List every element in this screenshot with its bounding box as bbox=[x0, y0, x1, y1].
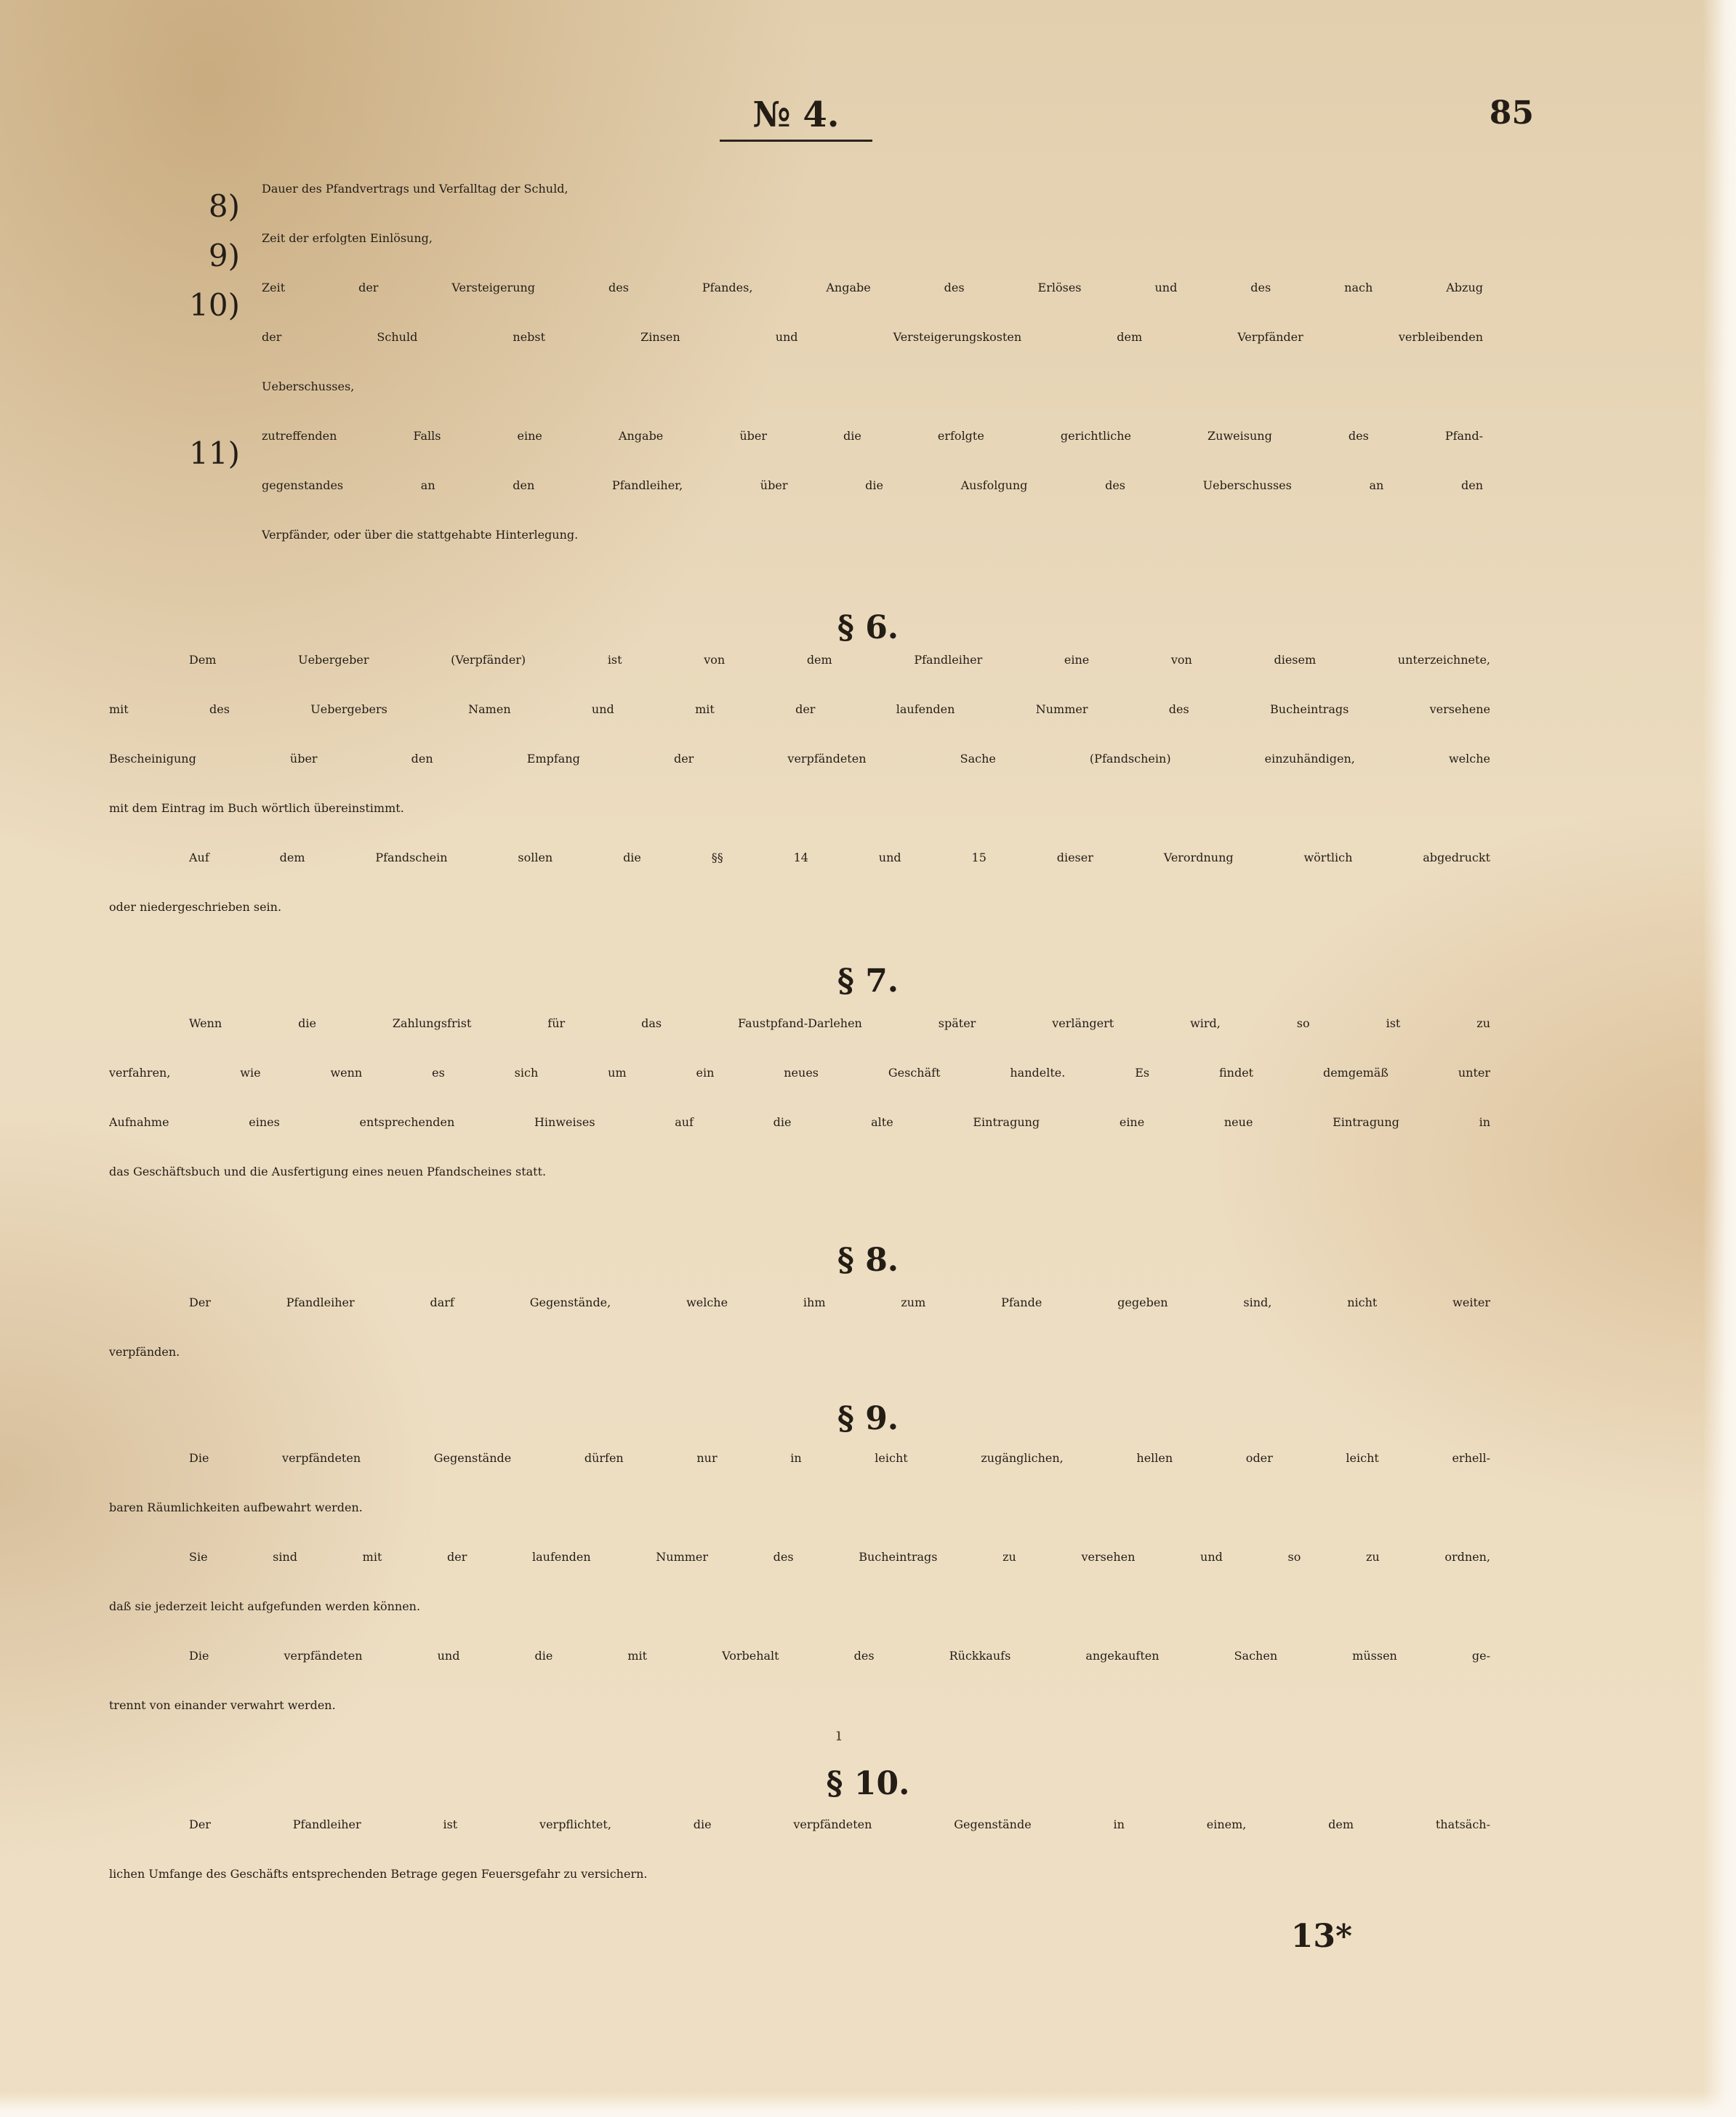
stray-ink-mark: ı bbox=[836, 1724, 842, 1745]
paragraph-line: daß sie jederzeit leicht aufgefunden werden können. bbox=[109, 1599, 421, 1613]
item-number: 11) bbox=[189, 435, 240, 471]
section-heading: § 9. bbox=[837, 1400, 899, 1437]
paragraph-line: das Geschäftsbuch und die Ausfertigung eines neuen Pfandscheines statt. bbox=[109, 1165, 547, 1178]
page-number: 85 bbox=[1489, 95, 1534, 132]
paragraph-line: verpfänden. bbox=[109, 1345, 180, 1359]
item-text-line: Ueberschusses, bbox=[262, 379, 355, 393]
item-text-line: Verpfänder, oder über die stattgehabte Hinterlegung. bbox=[262, 528, 579, 542]
item-text-line: der Schuld nebst Zinsen und Versteigerungskosten dem Verpfänder verbleibenden bbox=[262, 330, 1483, 344]
item-number: 9) bbox=[208, 238, 240, 273]
paragraph-line: Aufnahme eines entsprechenden Hinweises auf die alte Eintragung eine neue Eintragung in bbox=[109, 1115, 1490, 1129]
sheet-signature: 13* bbox=[1290, 1918, 1352, 1955]
paragraph-line: mit dem Eintrag im Buch wörtlich übereinstimmt. bbox=[109, 801, 404, 815]
section-heading: § 7. bbox=[837, 963, 899, 1000]
gazette-issue-number: № 4. bbox=[720, 95, 872, 142]
paragraph-line: Bescheinigung über den Empfang der verpfändeten Sache (Pfandschein) einzuhändigen, welche bbox=[109, 752, 1490, 766]
paragraph-line: Wenn die Zahlungsfrist für das Faustpfand-Darlehen später verlängert wird, so ist zu bbox=[189, 1016, 1490, 1030]
paragraph-line: Die verpfändeten und die mit Vorbehalt des Rückkaufs angekauften Sachen müssen ge- bbox=[189, 1649, 1490, 1663]
paragraph-line: verfahren, wie wenn es sich um ein neues Geschäft handelte. Es findet demgemäß unter bbox=[109, 1066, 1490, 1080]
section-heading: § 10. bbox=[826, 1765, 910, 1802]
item-text-line: gegenstandes an den Pfandleiher, über die Ausfolgung des Ueberschusses an den bbox=[262, 478, 1483, 492]
item-number: 10) bbox=[189, 287, 240, 323]
item-text-line: Dauer des Pfandvertrags und Verfalltag der Schuld, bbox=[262, 182, 568, 196]
paragraph-line: trennt von einander verwahrt werden. bbox=[109, 1698, 336, 1712]
paragraph-line: Dem Uebergeber (Verpfänder) ist von dem Pfandleiher eine von diesem unterzeichnete, bbox=[189, 653, 1490, 667]
paragraph-line: Auf dem Pfandschein sollen die §§ 14 und 15 dieser Verordnung wörtlich abgedruckt bbox=[189, 851, 1490, 864]
item-text-line: Zeit der erfolgten Einlösung, bbox=[262, 231, 433, 245]
item-text-line: Zeit der Versteigerung des Pfandes, Angabe des Erlöses und des nach Abzug bbox=[262, 281, 1483, 294]
paragraph-line: Der Pfandleiher darf Gegenstände, welche ihm zum Pfande gegeben sind, nicht weiter bbox=[189, 1295, 1490, 1309]
paragraph-line: lichen Umfange des Geschäfts entsprechenden Betrage gegen Feuersgefahr zu versichern. bbox=[109, 1867, 648, 1881]
section-heading: § 6. bbox=[837, 609, 899, 646]
paragraph-line: Sie sind mit der laufenden Nummer des Bucheintrags zu versehen und so zu ordnen, bbox=[189, 1550, 1490, 1564]
paragraph-line: mit des Uebergebers Namen und mit der laufenden Nummer des Bucheintrags versehene bbox=[109, 702, 1490, 716]
paragraph-line: oder niedergeschrieben sein. bbox=[109, 900, 282, 914]
paragraph-line: Der Pfandleiher ist verpflichtet, die verpfändeten Gegenstände in einem, dem thatsäch- bbox=[189, 1817, 1490, 1831]
item-number: 8) bbox=[208, 188, 240, 224]
paragraph-line: baren Räumlichkeiten aufbewahrt werden. bbox=[109, 1501, 363, 1514]
page-edge-bottom bbox=[0, 2092, 1736, 2117]
section-heading: § 8. bbox=[837, 1242, 899, 1279]
paragraph-line: Die verpfändeten Gegenstände dürfen nur in leicht zugänglichen, hellen oder leicht erhell- bbox=[189, 1451, 1490, 1465]
item-text-line: zutreffenden Falls eine Angabe über die erfolgte gerichtliche Zuweisung des Pfand- bbox=[262, 429, 1483, 443]
